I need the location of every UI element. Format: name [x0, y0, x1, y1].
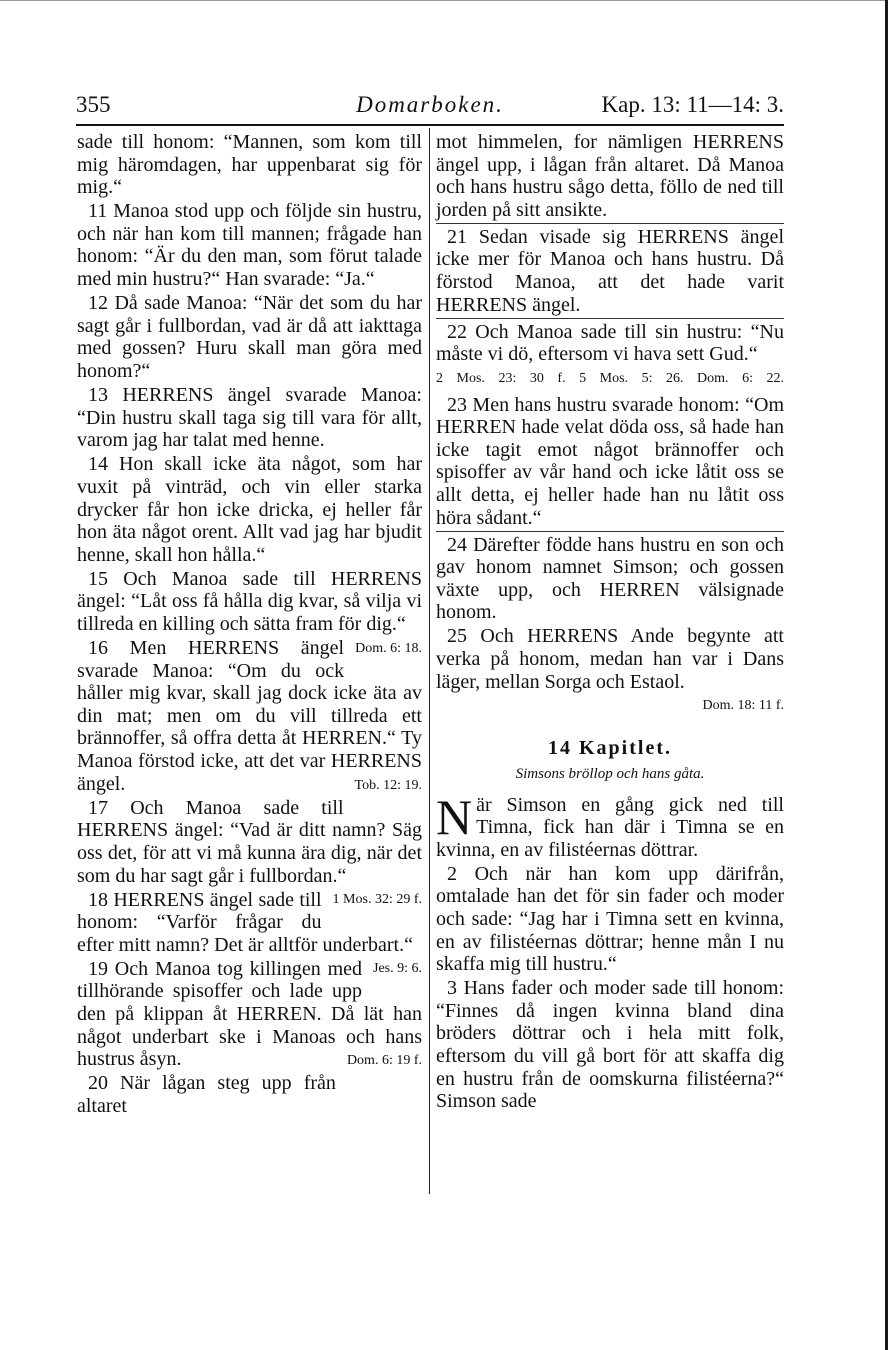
verse-24: 24 Därefter födde hans hustru en son och gav honom namnet Simson; och gossen växte upp, och HERREN välsignade honom. [436, 533, 784, 624]
page-number: 355 [76, 92, 111, 117]
verse-10-cont: sade till honom: “Mannen, som kom till mig häromdagen, har uppenbarat sig för mig.“ [77, 131, 422, 199]
cross-reference: Dom. 18: 11 f. [702, 697, 784, 713]
column-divider [429, 128, 430, 1194]
verse-13: 13 HERRENS ängel svarade Manoa: “Din hustru skall taga sig till vara för allt, varom jag har talat med henne. [77, 384, 422, 452]
verse-18: 18 HERRENS ängel sade till honom: “Varför frågar du efter mitt namn? Det är alltför underbart.“ Jes. 9: 6. [77, 889, 422, 957]
verse-14-1: När Simson en gång gick ned till Timna, fick han där i Timna se en kvinna, en av filistéernas döttrar. [436, 788, 784, 861]
drop-cap: N [436, 788, 473, 845]
right-column [436, 131, 784, 1114]
verse-rule [436, 223, 784, 224]
verse-20: 20 När lågan steg upp från altaret [77, 1072, 336, 1117]
verse-11: 11 Manoa stod upp och följde sin hustru, och när han kom till mannen; frågade han honom: “Är du den man, som förut talade med min hustru?“ Han svarade: “Ja.“ [77, 200, 422, 291]
running-header [76, 92, 784, 124]
header-rule [76, 124, 784, 126]
verse-14-2: 2 Och när han kom upp därifrån, omtalade han det för sin fader och moder och sade: “Jag har i Timna sett en kvinna, en av filistéernas döttrar; henne mån I nu skaffa mig till hustru.“ [436, 862, 784, 976]
cross-references: 2 Mos. 23: 30 f. 5 Mos. 5: 26. Dom. 6: 22. [436, 370, 784, 386]
verse-15: 15 Och Manoa sade till HERRENS ängel: “Låt oss få hålla dig kvar, så vilja vi tillreda en killing och sätta fram för dig.“ Dom. 6: 18. [77, 568, 422, 636]
chapter-subtitle: Simsons bröllop och hans gåta. [515, 765, 705, 782]
verse-14-3: 3 Hans fader och moder sade till honom: “Finnes då ingen kvinna bland dina bröders döttrar och i hela mitt folk, eftersom du vill gå bort för att skaffa dig en hustru från de oomskurna filistéerna?“ Simson sade [436, 977, 784, 1113]
verse-17: 17 Och Manoa sade till HERRENS ängel: “Vad är ditt namn? Säg oss det, för att vi må kunna ära dig, när det som du har sagt går i fullbordan.“ 1 Mos. 32: 29 f. [77, 797, 422, 887]
verse-14: 14 Hon skall icke äta något, som har vuxit på vinträd, och vin eller starka drycker får hon icke dricka, ej heller får hon äta något orent. Allt vad jag har bjudit henne, skall hon hålla.“ [77, 453, 422, 566]
verse-19: 19 Och Manoa tog killingen med tillhörande spisoffer och lade upp den på klippan åt HERREN. Då lät han något underbart ske i Manoas och hans hustrus åsyn. Dom. 6: 19 f. [77, 958, 422, 1071]
cross-reference: 1 Mos. 32: 29 f. [332, 892, 422, 908]
cross-reference: Dom. 6: 19 f. [346, 1053, 422, 1069]
cross-reference: Jes. 9: 6. [373, 961, 422, 977]
cross-reference: Tob. 12: 19. [354, 777, 422, 793]
verse-rule [436, 531, 784, 532]
verse-20-cont: mot himmelen, for nämligen HERRENS ängel upp, i lågan från altaret. Då Manoa och hans hustru sågo detta, föllo de ned till jorden på sitt ansikte. [436, 131, 784, 221]
verse-16: 16 Men HERRENS ängel svarade Manoa: “Om du ock håller mig kvar, skall jag dock icke äta av din mat; men om du vill tillreda ett brännoffer, så offra detta åt HERREN.“ Ty Manoa förstod icke, att det var HERRENS ängel. Tob. 12: 19. [77, 637, 422, 795]
page-top-edge [0, 0, 888, 1]
chapter-range: Kap. 13: 11—14: 3. [601, 92, 784, 117]
verse-25: 25 Och HERRENS Ande begynte att verka på honom, medan han var i Dans läger, mellan Sorga och Estaol. [436, 625, 784, 693]
verse-rule [436, 318, 784, 319]
chapter-heading: 14 Kapitlet. [548, 737, 672, 760]
left-column [77, 131, 422, 1119]
cross-reference: Dom. 6: 18. [355, 640, 422, 656]
book-title: Domarboken. [356, 92, 504, 117]
verse-21: 21 Sedan visade sig HERRENS ängel icke mer för Manoa och hans hustru. Då förstod Manoa, att det hade varit HERRENS ängel. [436, 225, 784, 316]
verse-23: 23 Men hans hustru svarade honom: “Om HERREN hade velat döda oss, så hade han icke tagit emot något brännoffer och spisoffer av vår hand och icke låtit oss se allt detta, ej heller hade han nu låtit oss höra sådant.“ [436, 393, 784, 529]
verse-22: 22 Och Manoa sade till sin hustru: “Nu måste vi dö, eftersom vi hava sett Gud.“ [436, 320, 784, 366]
verse-12: 12 Då sade Manoa: “När det som du har sagt går i fullbordan, vad är då att iakttaga med gossen? Huru skall man göra med honom?“ [77, 292, 422, 382]
